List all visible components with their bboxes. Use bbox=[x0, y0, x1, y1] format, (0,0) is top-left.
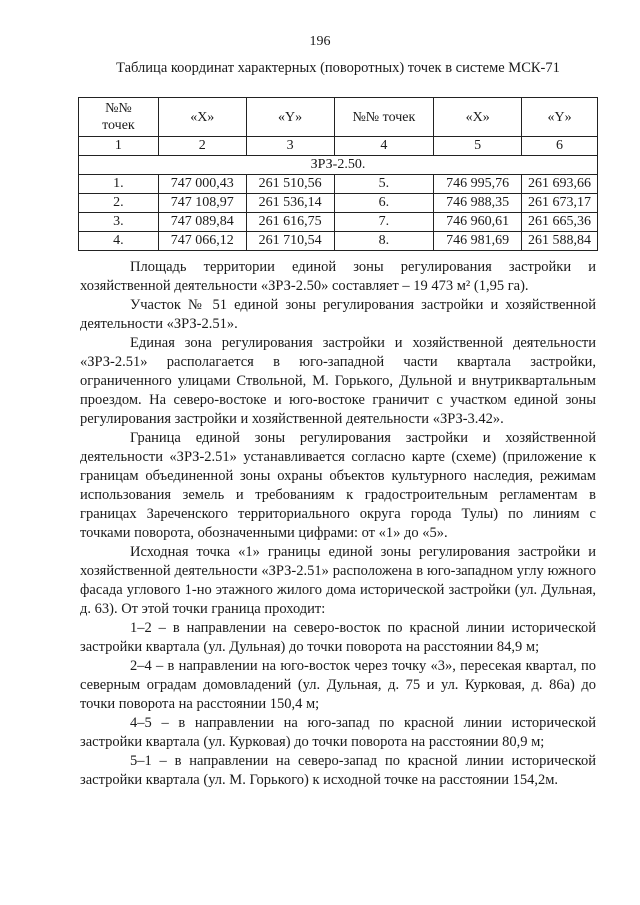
table-cell: 3. bbox=[79, 213, 159, 232]
table-cell: 1. bbox=[79, 175, 159, 194]
table-cell: 747 066,12 bbox=[158, 232, 246, 251]
table-cell: 746 995,76 bbox=[434, 175, 522, 194]
table-header-row bbox=[79, 98, 598, 137]
paragraph-zone-area: Площадь территории единой зоны регулирования застройки и хозяйственной деятельности «ЗРЗ-2.50» составляет – 19 473 м² (1,95 га). bbox=[80, 259, 596, 294]
table-cell: 747 000,43 bbox=[158, 175, 246, 194]
table-cell: 746 960,61 bbox=[434, 213, 522, 232]
table-cell: 261 536,14 bbox=[246, 194, 334, 213]
table-cell: 261 510,56 bbox=[246, 175, 334, 194]
zone-label: ЗРЗ-2.50. bbox=[79, 156, 598, 175]
table-cell: 7. bbox=[334, 213, 434, 232]
header-y: «Y» bbox=[246, 98, 334, 137]
table-row bbox=[79, 232, 598, 251]
index-cell: 2 bbox=[158, 137, 246, 156]
paragraph-segment-2-4: 2–4 – в направлении на юго-восток через точку «3», пересекая квартал, по северным оградам домовладений (ул. Дульная, д. 75 и ул. Курковая, д. 86а) до точки поворота на расстоянии 150,4 м; bbox=[80, 658, 596, 712]
table-caption: Таблица координат характерных (поворотных) точек в системе МСК-71 bbox=[116, 60, 560, 76]
index-cell: 3 bbox=[246, 137, 334, 156]
paragraph-segment-1-2: 1–2 – в направлении на северо-восток по красной линии исторической застройки квартала (ул. Дульная) до точки поворота на расстоянии 84,9 м; bbox=[80, 620, 596, 655]
table-index-row bbox=[79, 137, 598, 156]
paragraph-segment-5-1: 5–1 – в направлении на северо-запад по красной линии исторической застройки квартала (ул. М. Горького) к исходной точке на расстоянии 154,2м. bbox=[80, 753, 596, 788]
table-cell: 261 665,36 bbox=[522, 213, 598, 232]
index-cell: 4 bbox=[334, 137, 434, 156]
paragraph-start-point: Исходная точка «1» границы единой зоны регулирования застройки и хозяйственной деятельности «ЗРЗ-2.51» расположена в юго-западном углу южного фасада углового 1-но этажного жилого дома исторической застройки (ул. Дульная, д. 63). От этой точки граница проходит: bbox=[80, 544, 596, 617]
table-cell: 261 693,66 bbox=[522, 175, 598, 194]
page-number: 196 bbox=[309, 34, 331, 49]
table-cell: 261 673,17 bbox=[522, 194, 598, 213]
table-row bbox=[79, 194, 598, 213]
header-point-number: №№ точек bbox=[79, 98, 159, 137]
table-cell: 746 981,69 bbox=[434, 232, 522, 251]
table-cell: 2. bbox=[79, 194, 159, 213]
paragraph-zone-boundary: Граница единой зоны регулирования застройки и хозяйственной деятельности «ЗРЗ-2.51» устанавливается согласно карте (схеме) (приложение к границам объединенной зоны охраны объектов культурного наследия, режимам использования земель и требованиям к градостроительным регламентам в границах Зареченского территориального округа города Тулы) по линиям с точками поворота, обозначенными цифрами: от «1» до «5». bbox=[80, 430, 596, 541]
table-cell: 5. bbox=[334, 175, 434, 194]
table-row bbox=[79, 175, 598, 194]
paragraph-zone-location: Единая зона регулирования застройки и хозяйственной деятельности «ЗРЗ-2.51» располагается в юго-западной части квартала застройки, ограниченного улицами Ствольной, М. Горького, Дульной и внутриквартальным проездом. На северо-востоке и юго-востоке граничит с участком единой зоны регулирования застройки и хозяйственной деятельности «ЗРЗ-3.42». bbox=[80, 335, 596, 427]
paragraph-plot-51: Участок № 51 единой зоны регулирования застройки и хозяйственной деятельности «ЗРЗ-2.51». bbox=[80, 297, 596, 332]
table-cell: 261 588,84 bbox=[522, 232, 598, 251]
index-cell: 5 bbox=[434, 137, 522, 156]
table-cell: 747 089,84 bbox=[158, 213, 246, 232]
header-x: «X» bbox=[158, 98, 246, 137]
table-cell: 8. bbox=[334, 232, 434, 251]
table-cell: 4. bbox=[79, 232, 159, 251]
zone-label-row bbox=[79, 156, 598, 175]
index-cell: 1 bbox=[79, 137, 159, 156]
header-y-2: «Y» bbox=[522, 98, 598, 137]
table-row bbox=[79, 213, 598, 232]
table-cell: 747 108,97 bbox=[158, 194, 246, 213]
table-cell: 6. bbox=[334, 194, 434, 213]
document-body bbox=[80, 258, 596, 790]
paragraph-segment-4-5: 4–5 – в направлении на юго-запад по красной линии исторической застройки квартала (ул. Курковая) до точки поворота на расстоянии 80,9 м; bbox=[80, 715, 596, 750]
table-cell: 746 988,35 bbox=[434, 194, 522, 213]
table-cell: 261 616,75 bbox=[246, 213, 334, 232]
index-cell: 6 bbox=[522, 137, 598, 156]
table-cell: 261 710,54 bbox=[246, 232, 334, 251]
header-x-2: «X» bbox=[434, 98, 522, 137]
coordinates-table bbox=[78, 97, 598, 251]
header-point-number-2: №№ точек bbox=[334, 98, 434, 137]
